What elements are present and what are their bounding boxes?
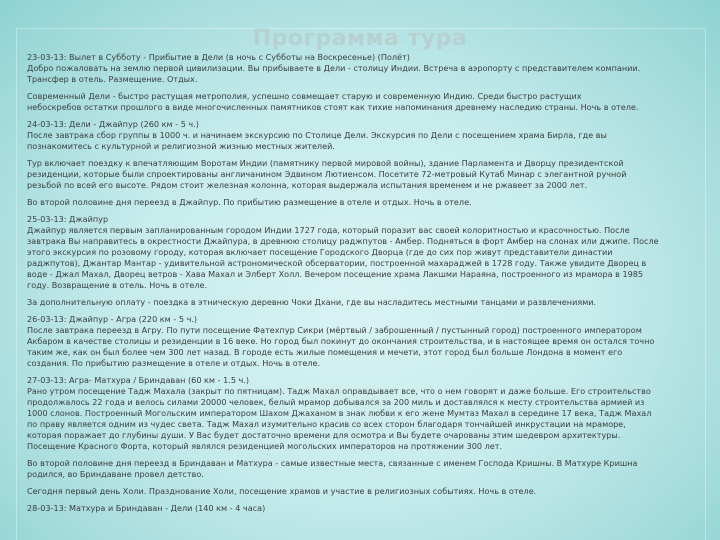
- text-line: Во второй половине дня переезд в Джайпур. По прибытию размещение в отеле и отдых. Ночь в отеле.: [27, 197, 472, 207]
- tour-program-text: [27, 52, 699, 520]
- text-line: продолжалось 22 года и велось силами 20000 человек, белый мрамор добывался за 200 миль и доставлялся к месту строительства армией из: [27, 397, 645, 407]
- text-line: После завтрака сбор группы в 1000 ч. и начинаем экскурсию по Столице Дели. Экскурсия по Дели с посещением храма Бирла, где вы: [27, 130, 607, 140]
- paragraph: [27, 503, 699, 514]
- paragraph: [27, 297, 699, 308]
- text-line: 23-03-13: Вылет в Субботу - Прибытие в Дели (в ночь с Субботы на Воскресенье) (Полёт): [27, 52, 410, 62]
- paragraph: [27, 486, 699, 497]
- text-line: Сегодня первый день Холи. Празднование Холи, посещение храмов и участие в религиозных событиях. Ночь в отеле.: [27, 486, 537, 496]
- paragraph: [27, 197, 699, 208]
- text-line: Трансфер в отель. Размещение. Отдых.: [27, 74, 198, 84]
- paragraph: [27, 52, 699, 85]
- text-line: воде - Джал Махал, Дворец ветров - Хава Махал и Элберт Холл. Вечером посещение храма Лакшми Нараяна, построенного из мрамора в 1985: [27, 269, 644, 279]
- text-line: Тур включает поездку к впечатляющим Воротам Индии (памятнику первой мировой войны), здание Парламента и Дворцу президентской: [27, 158, 624, 168]
- text-line: Джайпур является первым запланированным городом Индии 1727 года, который поразит вас своей колоритностью и красочностью. После: [27, 225, 630, 235]
- text-line: создания. По прибытию размещение в отеле и отдых. Ночь в отеле.: [27, 358, 321, 368]
- text-line: После завтрака переезд в Агру. По пути посещение Фатехпур Сикри (мёртвый / заброшенный / пустынный город) построенного императором: [27, 325, 642, 335]
- text-line: таким же, как он был более чем 300 лет назад. В городе есть жилые помещения и мечети, этот город был больше Лондона в момент его: [27, 347, 623, 357]
- text-line: по праву является одним из чудес света. Тадж Махал изумительно красив со всех сторон благодаря тончайшей инкрустации на мраморе,: [27, 419, 626, 429]
- paragraph: [27, 214, 699, 291]
- paragraph: [27, 314, 699, 369]
- paragraph: [27, 91, 699, 113]
- text-line: раджпутов), Джантар Мантар - удивительной астрономической обсерватории, построенной махараджей в 1728 году. Также увидите Дворец в: [27, 258, 647, 268]
- text-line: Акбаром в качестве столицы и резиденции в 16 веке. Но город был покинут до окончания строительства, и в настоящее время он остался точно: [27, 336, 655, 346]
- text-line: Рано утром посещение Тадж Махала (закрыт по пятницам). Тадж Махал оправдывает все, что о нем говорят и даже больше. Его строительство: [27, 386, 651, 396]
- text-line: 1000 слонов. Построенный Могольским императором Шахом Джаханом в знак любви к его жене Мумтаз Махал в середине 17 века, Тадж Махал: [27, 408, 652, 418]
- text-line: Во второй половине дня переезд в Бриндаван и Матхура - самые известные места, связанные с именем Господа Кришны. В Матхуре Кришна: [27, 458, 638, 468]
- text-line: познакомитесь с культурной и религиозной жизнью местных жителей.: [27, 141, 335, 151]
- text-line: небоскребов остатки прошлого в виде многочисленных памятников стоят как тихие напоминания древнему наследию страны. Ночь в отеле.: [27, 102, 639, 112]
- text-line: 27-03-13: Агра- Матхура / Бриндаван (60 км - 1.5 ч.): [27, 375, 250, 385]
- paragraph: [27, 158, 699, 191]
- paragraph: [27, 119, 699, 152]
- text-line: завтрака Вы направитесь в окрестности Джайпура, в древнюю столицу раджпутов - Амбер. Подняться в форт Амбер на слонах или джипе. После: [27, 236, 659, 246]
- page-title: Программа тура: [252, 26, 468, 51]
- text-line: 24-03-13: Дели - Джайпур (260 км - 5 ч.): [27, 119, 199, 129]
- paragraph: [27, 375, 699, 452]
- text-line: Посещение Красного Форта, который являлся резиденцией могольских императоров на протяжении 300 лет.: [27, 441, 503, 451]
- text-line: Современный Дели - быстро растущая метрополия, успешно совмещает старую и современную Индию. Среди быстро растущих: [27, 91, 582, 101]
- text-line: резиденции, которые были спроектированы англичанином Эдвином Лютиенсом. Посетите 72-метровый Кутаб Минар с элегантной ручной: [27, 169, 627, 179]
- text-line: году. Возвращение в отель. Ночь в отеле.: [27, 280, 208, 290]
- text-line: резьбой по всей его высоте. Рядом стоит железная колонна, которая выдержала испытания временем и не ржавеет за 2000 лет.: [27, 180, 588, 190]
- text-line: 26-03-13: Джайпур - Агра (220 км - 5 ч.): [27, 314, 198, 324]
- text-line: родился, во Бриндаване провел детство.: [27, 469, 204, 479]
- text-line: 28-03-13: Матхура и Бриндаван - Дели (140 км - 4 часа): [27, 503, 266, 513]
- text-line: Добро пожаловать на землю первой цивилизации. Вы прибываете в Дели - столицу Индии. Встреча в аэропорту с представителем компании.: [27, 63, 641, 73]
- text-line: За дополнительную оплату - поездка в этническую деревню Чоки Дхани, где вы насладитесь местными танцами и развлечениями.: [27, 297, 597, 307]
- text-line: этого экскурсия по розовому городу, которая включает посещение Городского Дворца (где до сих пор живут представители династии: [27, 247, 613, 257]
- text-line: которая поражает до глубины души. У Вас будет достаточно времени для осмотра и Вы будете очарованы этим шедевром архитектуры.: [27, 430, 621, 440]
- text-line: 25-03-13: Джайпур: [27, 214, 109, 224]
- paragraph: [27, 458, 699, 480]
